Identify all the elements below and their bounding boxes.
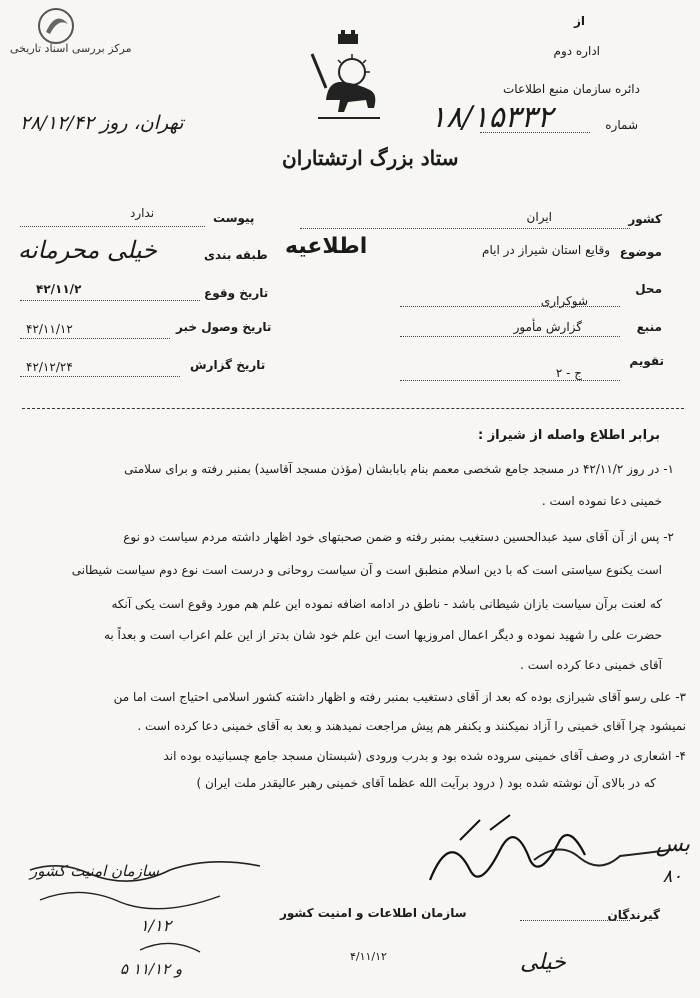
field-received-date-label: تاریخ وصول خبر [176,320,272,334]
field-attachment-value: ندارد [130,206,155,220]
left-note-line1: سازمان امنیت کشور [30,862,160,880]
field-attachment-label: پیوست [213,211,255,225]
region-line [400,306,620,307]
lion-and-sun-emblem-icon [308,30,388,130]
source-line [400,336,620,337]
field-event-date-value: ۴۲/۱۱/۲ [36,282,82,296]
attachment-line [20,226,205,227]
field-region-label: محل [635,282,662,296]
header-org-line: دائره سازمان منبع اطلاعات [503,82,640,96]
received-date-line [20,338,170,339]
notice-word: اطلاعیه [285,234,368,259]
body-line-1: ۱- در روز ۴۲/۱۱/۲ در مسجد جامع شخصی معمم بنام بابابشان (مؤذن مسجد آقاسید) بمنبر رفته و برای سلامتی [124,462,674,476]
field-subject-label: موضوع [619,245,662,259]
number-underline [480,132,590,133]
header-department: اداره دوم [553,44,600,58]
field-received-date-value: ۴۲/۱۱/۱۲ [26,322,73,336]
field-country-value: ایران [526,210,552,224]
section-divider [22,408,684,410]
receivers-line [520,920,630,921]
body-intro: برابر اطلاع واصله از شیراز : [477,428,660,443]
field-classification-value: خیلی محرمانه [18,236,157,264]
field-event-date-label: تاریخ وقوع [204,286,269,300]
field-report-date-label: تاریخ گزارش [190,358,266,372]
body-line-3: ۲- پس از آن آقای سید عبدالحسین دستغیب بمنبر رفته و ضمن صحبتهای خود اظهار داشته مردم سیاست دو نوع [123,530,674,544]
field-evaluation-value: ج - ۲ [555,366,582,380]
header-tehran-date: تهران، روز ۲۸/۱۲/۴۲ [20,112,184,134]
header-number-value: ۱۸/۱۵۳۳۲ [430,100,553,135]
body-line-11: که در بالای آن نوشته شده بود ( درود برآیت الله عظما آقای خمینی رهبر عالیقدر ملت ایران ) [196,776,656,790]
margin-note-number: ۸۰ [662,866,682,887]
body-line-10: ۴- اشعاری در وصف آقای خمینی سروده شده بود و بدرب ورودی (شبستان مسجد جامع چسبانیده بوده اند [163,749,686,763]
field-subject-value: وقایع استان شیراز در ایام [482,243,610,257]
header-from: از [573,14,585,28]
evaluation-line [400,380,620,381]
body-line-5: که لعنت برآن سیاست بازان شیطانی باشد - ناطق در ادامه اضافه نموده این علم هم مورد وقوع است یکی آنکه [111,597,662,611]
field-report-date-value: ۴۲/۱۲/۲۴ [26,360,73,374]
field-source-label: منبع [636,320,662,334]
field-source-value: گزارش مأمور [513,320,582,334]
body-line-2: خمینی دعا نموده است . [541,494,662,508]
archive-logo-icon [36,6,76,46]
bottom-small-date: ۴/۱۱/۱۲ [350,950,387,963]
field-region-value: شوکراری [540,294,588,308]
page-title: ستاد بزرگ ارتشتاران [282,146,459,170]
body-line-8: ۳- علی رسو آقای شیرازی بوده که بعد از آقای دستغیب بمنبر رفته و اظهار داشته کشور اسلامی احتیاج است اما من [113,690,686,704]
left-handwriting [20,840,280,990]
left-note-line2: ۱/۱۲ [140,916,172,935]
body-line-7: آقای خمینی دعا کرده است . [520,658,662,672]
report-date-line [20,376,180,377]
header-number-label: شماره [605,118,638,132]
field-country-label: کشور [628,212,662,226]
event-date-line [20,300,200,301]
signature-main [420,810,600,900]
receivers-label: گیرندگان [607,908,660,922]
field-evaluation-label: تقویم [629,354,664,368]
watermark-text: مرکز بررسی اسناد تاریخی [10,42,132,55]
field-classification-label: طبقه بندی [204,248,268,262]
body-line-9: نمیشود چرا آقای خمینی را آزاد نمیکنند و یکنفر هم پیش مراجعت نمیدهند و بعد به آقای خمینی دعا کرده است . [137,719,686,733]
receivers-org: سازمان اطلاعات و امنیت کشور [280,906,467,920]
left-note-line3: ۵ و ۱۱/۱۲ [120,960,183,978]
body-line-6: حضرت علی را شهید نموده و دیگر اعمال امروزیها است این علم خود شان بدتر از این علم اعراب است و بعداً به [103,628,662,642]
signature-bottom: خیلی [520,950,566,975]
margin-note-right: بس [655,832,690,857]
country-line [300,228,630,229]
body-line-4: است یکنوع سیاستی است که با دین اسلام منطبق است و آن سیاست روحانی و درست است نوع دوم سیاست شیطانی [71,563,662,577]
